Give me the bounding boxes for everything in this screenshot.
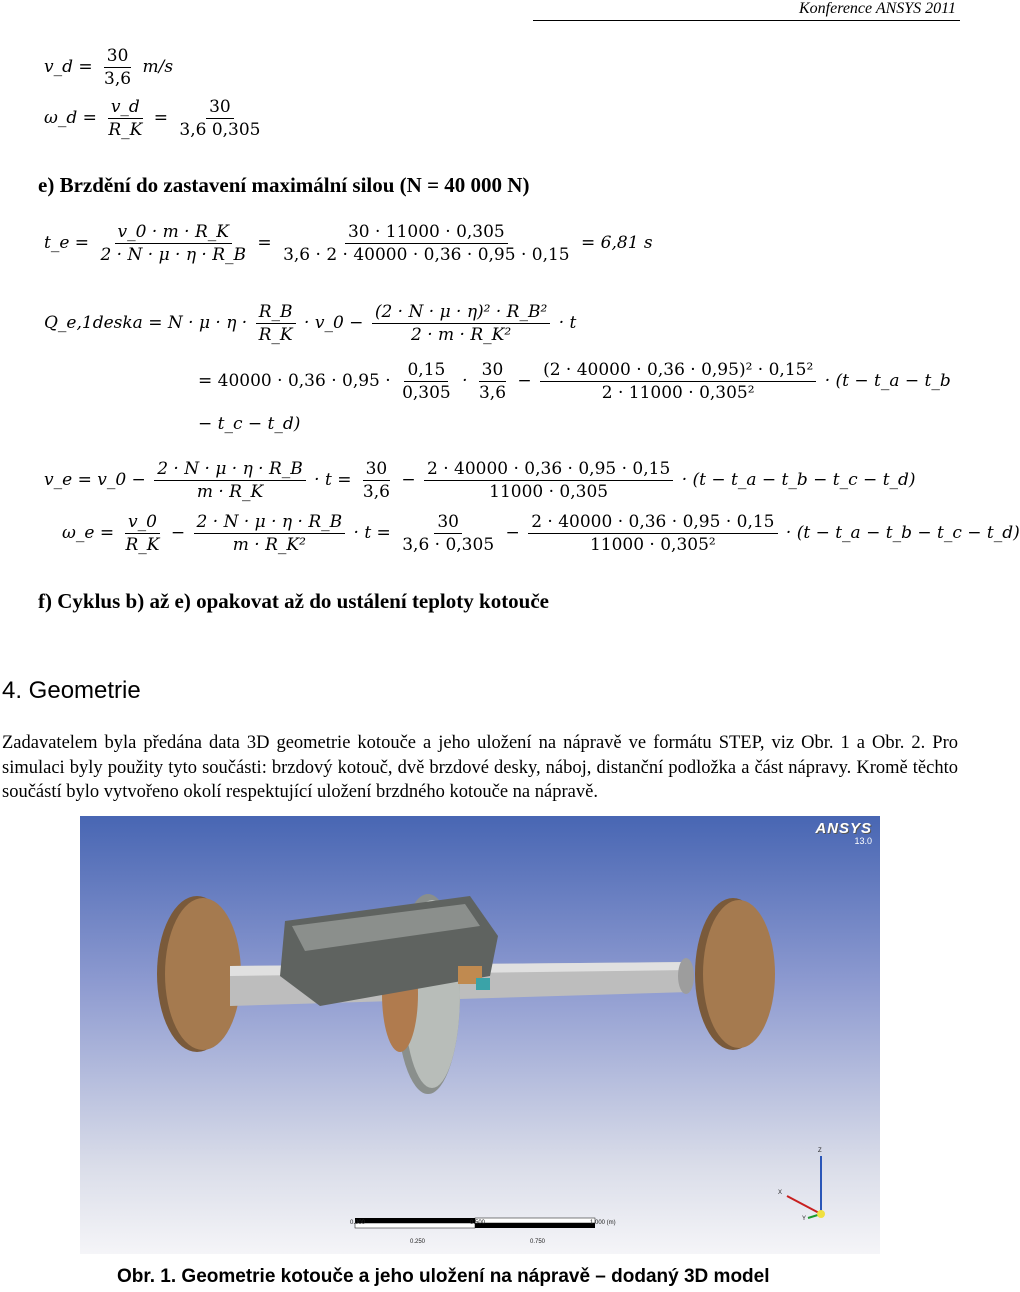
frac-num: 30 [206, 97, 234, 119]
section-e-heading: e) Brzdění do zastavení maximální silou (N = 40 000 N) [38, 173, 530, 197]
scale-tick-2: 1.000 (m) [590, 1220, 616, 1226]
frac-den: R_K [125, 535, 160, 555]
body-paragraph: Zadavatelem byla předána data 3D geometrie kotouče a jeho uložení na nápravě ve formátu STEP, viz Obr. 1 a Obr. 2. Pro simulaci byly použity tyto součásti: brzdový kotouč, dvě brzdové desky, náboj, distanční podložka a část nápravy. Kromě těchto součástí bylo vytvořeno okolí respektující uložení brzdného kotouče na nápravě. [2, 733, 958, 802]
eq-tail: · (t − t_a − t_b − t_c − t_d) [785, 523, 1020, 543]
frac-num: 30 [363, 459, 391, 481]
frac-den: 3,6 [362, 482, 390, 502]
eq-tail: · (t − t_a − t_b [824, 371, 951, 391]
figure-caption: Obr. 1. Geometrie kotouče a jeho uložení na nápravě – dodaný 3D model [117, 1266, 770, 1287]
eq-mid: · t = [314, 470, 352, 490]
scale-tick-b2: 0.750 [530, 1239, 546, 1245]
equation-q-line2: = 40000 · 0,36 · 0,95 · $\frac{0,15}{0,305}$ · $\frac{30}{3,6}$ − $\frac{\text{(2 · 40000 · 0,36 · 0,95)² · 0,15²}}{\text{2 · 11000 · 0,305²}}$ · (t − t_a − t_b [198, 360, 951, 403]
frac-den: 3,6 · 2 · 40000 · 0,36 · 0,95 · 0,15 [283, 245, 570, 265]
frac-den: 2 · 11000 · 0,305² [601, 383, 755, 403]
frac-den: m · R_K [196, 482, 264, 502]
eq-lhs: ω_e = [62, 523, 115, 543]
equation-q-line3: − t_c − t_d) [198, 414, 301, 434]
frac-num: 2 · 40000 · 0,36 · 0,95 · 0,15 [528, 512, 777, 534]
section-heading: 4. Geometrie [2, 677, 141, 704]
scale-tick-1: 0.500 [470, 1220, 486, 1226]
ansys-logo: ANSYS [815, 820, 872, 837]
triad-x-label: X [778, 1190, 783, 1196]
frac-den: 3,6 [104, 69, 132, 89]
frac-num: 30 [434, 512, 462, 534]
frac-num: 0,15 [404, 360, 448, 382]
frac-den: 0,305 [402, 383, 451, 403]
eq-lhs: = 40000 · 0,36 · 0,95 · [198, 371, 391, 391]
eq-lhs: Q_e,1deska = N · μ · η · [44, 313, 248, 333]
frac-num: 30 [104, 46, 132, 68]
frac-den: 2 · N · μ · η · R_B [100, 245, 247, 265]
header-rule [533, 20, 960, 21]
frac-num: R_B [256, 302, 296, 324]
scale-bar-white-1 [475, 1218, 595, 1223]
equation-ve: v_e = v_0 − $\frac{2 \cdot N \cdot \mu \cdot \eta \cdot R\_B}{m \cdot R\_K}$ · t = $\frac{30}{3,6}$ − $\frac{2 \cdot 40000 \cdot 0,36 \cdot 0,95 \cdot 0,15}{11000 \cdot 0,305}$ · (t − t_a − t_b − t_c − t_d) [44, 459, 916, 502]
eq-lhs: v_d = [44, 57, 93, 77]
right-disc [703, 900, 775, 1048]
eq-tail: · t [558, 313, 577, 333]
frac-den: R_K [258, 325, 293, 345]
frac-num: 2 · 40000 · 0,36 · 0,95 · 0,15 [424, 459, 673, 481]
scale-bar-black-1 [355, 1218, 475, 1223]
frac-den: 3,6 · 0,305 [402, 535, 495, 555]
eq-lhs: v_e = v_0 − [44, 470, 146, 490]
triad-y-label: Y [802, 1216, 807, 1222]
scale-tick-0: 0.000 [350, 1220, 366, 1226]
ansys-version: 13.0 [854, 836, 872, 846]
scale-bar-black-2 [475, 1223, 595, 1228]
frac-num: v_d [108, 97, 143, 119]
scale-bar-white-2 [355, 1223, 475, 1228]
frac-den: 3,6 [478, 383, 507, 403]
triad-origin [817, 1210, 825, 1218]
eq-lhs: ω_d = [44, 108, 97, 128]
frac-den: m · R_K² [232, 535, 306, 555]
figure-3d-model [80, 816, 880, 1254]
header-title: Konference ANSYS 2011 [798, 0, 956, 17]
frac-num: v_0 [125, 512, 160, 534]
frac-den: R_K [108, 120, 143, 140]
equation-we: ω_e = $\frac{v\_0}{R\_K}$ − $\frac{2 \cdot N \cdot \mu \cdot \eta \cdot R\_B}{\text{m · R\_K²}}$ · t = $\frac{30}{3,6 \cdot 0,305}$ − $\frac{2 \cdot 40000 \cdot 0,36 \cdot 0,95 \cdot 0,15}{\text{11000 · 0,305²}}$ · (t − t_a − t_b − t_c − t_d) [62, 512, 1020, 555]
frac-den: 11000 · 0,305 [489, 482, 609, 502]
equation-te: t_e = $\frac{v\_0 \cdot m \cdot R\_K}{2 \cdot N \cdot \mu \cdot \eta \cdot R\_B}$ = $\frac{30 \cdot 11000 \cdot 0,305}{3,6 \cdot 2 \cdot 40000 \cdot 0,36 \cdot 0,95 \cdot 0,15}$ = 6,81 s [44, 222, 653, 265]
equation-vd [44, 46, 173, 89]
triad-z-label: Z [818, 1148, 822, 1154]
eq-lhs: t_e = [44, 233, 90, 253]
eq-unit: m/s [142, 57, 174, 77]
frac-num: 2 · N · μ · η · R_B [154, 459, 306, 481]
model-render [80, 816, 880, 1254]
frac-num: 30 · 11000 · 0,305 [345, 222, 508, 244]
frac-num: 2 · N · μ · η · R_B [194, 512, 346, 534]
frac-num: (2 · N · μ · η)² · R_B² [372, 302, 550, 324]
eq-mid: · t = [353, 523, 391, 543]
eq-result: = 6,81 s [581, 233, 653, 253]
frac-num: 30 [479, 360, 507, 382]
frac-num: v_0 · m · R_K [115, 222, 232, 244]
equation-q-line1 [44, 302, 576, 345]
scale-tick-b1: 0.250 [410, 1239, 426, 1245]
frac-den: 11000 · 0,305² [589, 535, 716, 555]
equation-wd: ω_d = $\frac{v\_d}{R\_K}$ = $\frac{30}{3,6 0,305}$ [44, 97, 266, 140]
frac-num: (2 · 40000 · 0,36 · 0,95)² · 0,15² [540, 360, 816, 382]
eq-tail: · (t − t_a − t_b − t_c − t_d) [681, 470, 916, 490]
frac-den: 3,6 0,305 [179, 120, 261, 140]
axle-end [678, 958, 694, 994]
frac-den: 2 · m · R_K² [410, 325, 512, 345]
section-f-heading: f) Cyklus b) až e) opakovat až do ustálení teploty kotouče [38, 589, 550, 613]
triad-x-axis [787, 1196, 821, 1214]
eq-mid: · v_0 − [304, 313, 364, 333]
left-disc [165, 898, 241, 1050]
